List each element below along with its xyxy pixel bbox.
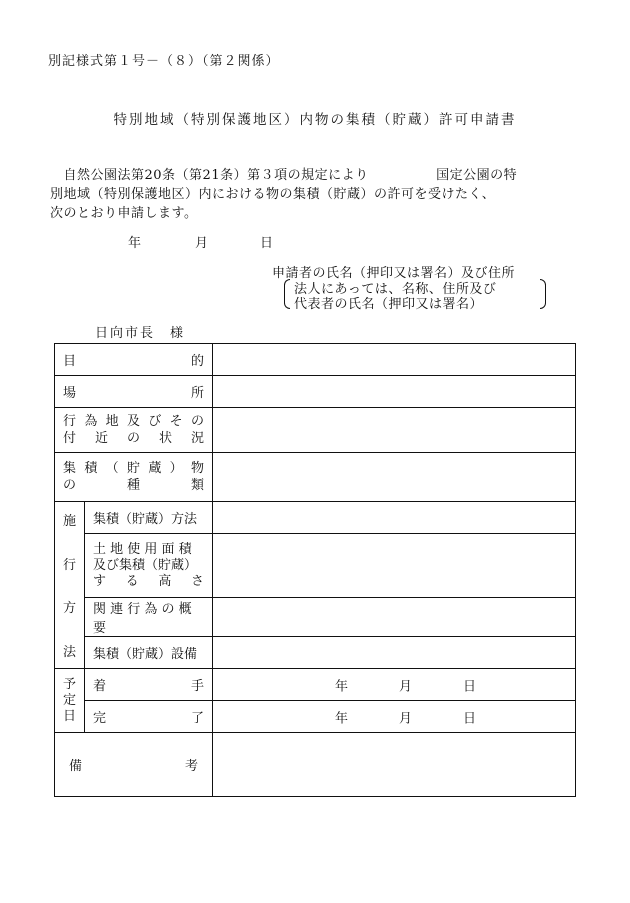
date-year-label: 年 (128, 236, 142, 251)
completion-date-field[interactable] (213, 701, 576, 733)
date-day-label: 日 (260, 236, 274, 251)
table-row (55, 701, 576, 733)
related-activity-field[interactable] (213, 598, 576, 637)
land-area-height-field[interactable] (213, 534, 576, 598)
corporation-note-line: 法人にあっては、名称、住所及び (294, 282, 497, 297)
form-number: 別記様式第１号－（８）（第２関係） (48, 54, 280, 69)
right-bracket (540, 279, 546, 309)
table-row (55, 344, 576, 376)
storage-method-field[interactable] (213, 502, 576, 534)
table-row (55, 669, 576, 701)
application-form-table (54, 343, 576, 797)
table-row (55, 376, 576, 408)
material-kind-field[interactable] (213, 453, 576, 502)
statement-line: 自然公園法第20条（第21条）第３項の規定により 国定公園の特 (50, 168, 518, 183)
start-date-field[interactable] (213, 669, 576, 701)
place-field[interactable] (213, 376, 576, 408)
site-condition-label: 行 為 地 及 び そ の 付 近 の 状 況 (55, 408, 213, 453)
storage-facility-field[interactable] (213, 637, 576, 669)
corporation-note (284, 278, 546, 312)
corporation-note-line: 代表者の氏名（押印又は署名） (294, 297, 484, 312)
date-month-label: 月 (195, 236, 209, 251)
start-label: 着 手 (85, 669, 213, 701)
remarks-field[interactable] (213, 733, 576, 797)
storage-facility-label: 集積（貯蔵）設備 (85, 637, 213, 669)
statement-line: 次のとおり申請します。 (50, 206, 198, 221)
applicant-label: 申請者の氏名（押印又は署名）及び住所 (272, 266, 516, 281)
statement-line: 別地域（特別保護地区）内における物の集積（貯蔵）の許可を受けたく、 (50, 187, 496, 202)
remarks-label: 備 考 (55, 733, 213, 797)
table-row (55, 598, 576, 637)
schedule-group-label: 予 定 日 (55, 669, 85, 733)
completion-label: 完 了 (85, 701, 213, 733)
completion-month-label: 月 (399, 711, 413, 726)
purpose-label: 目 的 (55, 344, 213, 376)
table-row (55, 502, 576, 534)
start-month-label: 月 (399, 679, 413, 694)
table-row (55, 733, 576, 797)
table-row (55, 637, 576, 669)
material-kind-label: 集 積 （ 貯 蔵 ） 物 の 種 類 (55, 453, 213, 502)
start-year-label: 年 (335, 679, 349, 694)
left-bracket (284, 279, 290, 309)
method-group-label: 施 行 方 法 (55, 502, 85, 669)
completion-year-label: 年 (335, 711, 349, 726)
storage-method-label: 集積（貯蔵）方法 (85, 502, 213, 534)
purpose-field[interactable] (213, 344, 576, 376)
completion-day-label: 日 (463, 711, 477, 726)
table-row (55, 534, 576, 598)
addressee: 日向市長 様 (95, 326, 186, 341)
page-title: 特別地域（特別保護地区）内物の集積（貯蔵）許可申請書 (113, 112, 517, 128)
place-label: 場 所 (55, 376, 213, 408)
table-row (55, 408, 576, 453)
table-row (55, 453, 576, 502)
related-activity-label: 関 連 行 為 の 概 要 (85, 598, 213, 637)
site-condition-field[interactable] (213, 408, 576, 453)
start-day-label: 日 (463, 679, 477, 694)
application-statement (50, 166, 580, 223)
land-area-height-label: 土 地 使 用 面 積 及び集積（貯蔵） す る 高 さ (85, 534, 213, 598)
